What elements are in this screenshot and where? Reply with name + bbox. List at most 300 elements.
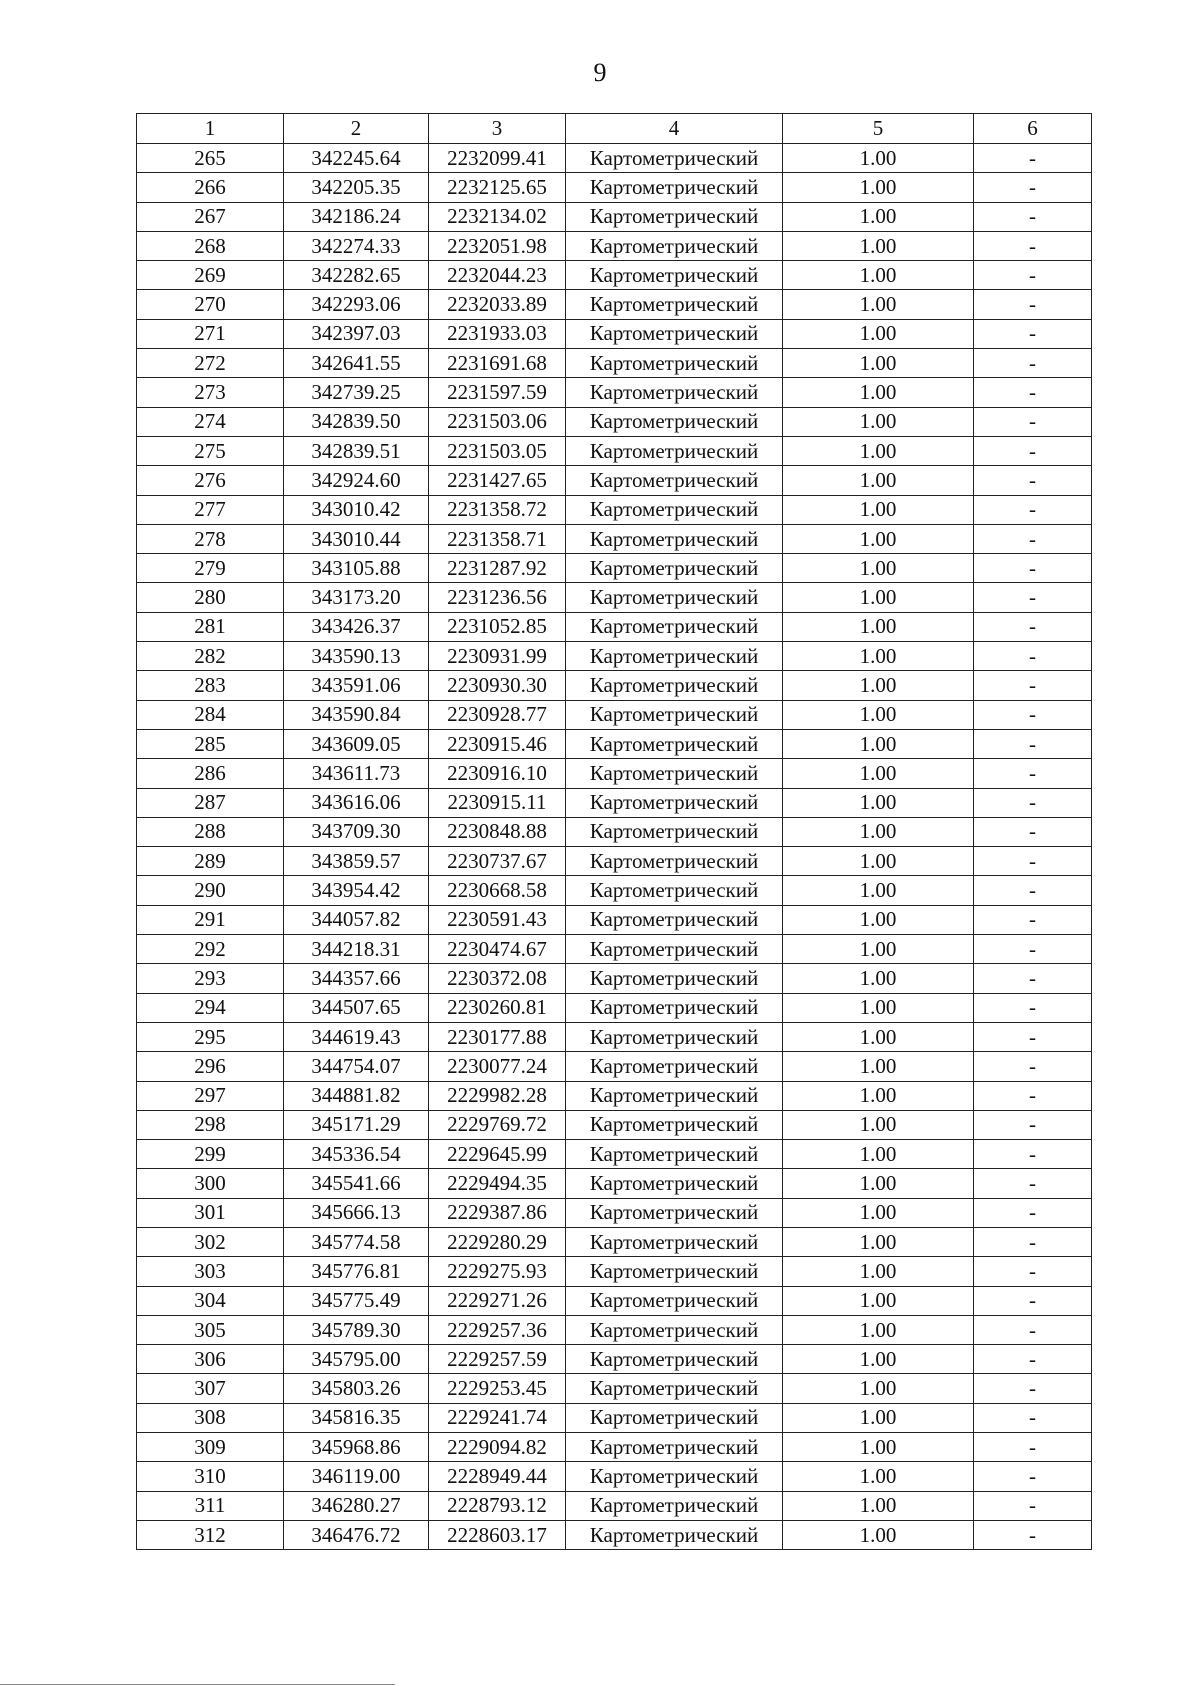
y-coordinate-cell: 2232033.89: [429, 290, 566, 319]
method-cell: Картометрический: [566, 173, 783, 202]
accuracy-cell: 1.00: [783, 1462, 974, 1491]
note-cell: -: [974, 1403, 1092, 1432]
y-coordinate-cell: 2230737.67: [429, 847, 566, 876]
y-coordinate-cell: 2229271.26: [429, 1286, 566, 1315]
table-row: [137, 817, 1092, 846]
column-header: 6: [974, 114, 1092, 144]
footer-divider: [0, 1684, 395, 1685]
method-cell: Картометрический: [566, 1022, 783, 1051]
accuracy-cell: 1.00: [783, 1491, 974, 1520]
x-coordinate-cell: 344357.66: [284, 964, 429, 993]
table-row: [137, 144, 1092, 173]
x-coordinate-cell: 343611.73: [284, 759, 429, 788]
table-row: [137, 407, 1092, 436]
point-number-cell: 311: [137, 1491, 284, 1520]
x-coordinate-cell: 345816.35: [284, 1403, 429, 1432]
y-coordinate-cell: 2231287.92: [429, 554, 566, 583]
note-cell: -: [974, 524, 1092, 553]
table-row: [137, 231, 1092, 260]
x-coordinate-cell: 343010.42: [284, 495, 429, 524]
method-cell: Картометрический: [566, 1315, 783, 1344]
table-row: [137, 1462, 1092, 1491]
point-number-cell: 308: [137, 1403, 284, 1432]
table-row: [137, 349, 1092, 378]
y-coordinate-cell: 2228603.17: [429, 1520, 566, 1549]
accuracy-cell: 1.00: [783, 466, 974, 495]
note-cell: -: [974, 231, 1092, 260]
method-cell: Картометрический: [566, 993, 783, 1022]
accuracy-cell: 1.00: [783, 524, 974, 553]
x-coordinate-cell: 342924.60: [284, 466, 429, 495]
method-cell: Картометрический: [566, 1286, 783, 1315]
point-number-cell: 307: [137, 1374, 284, 1403]
note-cell: -: [974, 1198, 1092, 1227]
accuracy-cell: 1.00: [783, 993, 974, 1022]
method-cell: Картометрический: [566, 1227, 783, 1256]
column-header: 1: [137, 114, 284, 144]
note-cell: -: [974, 905, 1092, 934]
point-number-cell: 300: [137, 1169, 284, 1198]
point-number-cell: 279: [137, 554, 284, 583]
point-number-cell: 286: [137, 759, 284, 788]
accuracy-cell: 1.00: [783, 319, 974, 348]
x-coordinate-cell: 344881.82: [284, 1081, 429, 1110]
x-coordinate-cell: 345776.81: [284, 1257, 429, 1286]
note-cell: -: [974, 1345, 1092, 1374]
table-row: [137, 1198, 1092, 1227]
note-cell: -: [974, 876, 1092, 905]
note-cell: -: [974, 202, 1092, 231]
accuracy-cell: 1.00: [783, 1257, 974, 1286]
note-cell: -: [974, 1052, 1092, 1081]
accuracy-cell: 1.00: [783, 1110, 974, 1139]
y-coordinate-cell: 2231358.71: [429, 524, 566, 553]
x-coordinate-cell: 343010.44: [284, 524, 429, 553]
y-coordinate-cell: 2230668.58: [429, 876, 566, 905]
note-cell: -: [974, 1315, 1092, 1344]
point-number-cell: 284: [137, 700, 284, 729]
note-cell: -: [974, 554, 1092, 583]
method-cell: Картометрический: [566, 349, 783, 378]
note-cell: -: [974, 671, 1092, 700]
point-number-cell: 309: [137, 1433, 284, 1462]
point-number-cell: 271: [137, 319, 284, 348]
table-row: [137, 378, 1092, 407]
note-cell: -: [974, 436, 1092, 465]
note-cell: -: [974, 935, 1092, 964]
point-number-cell: 277: [137, 495, 284, 524]
y-coordinate-cell: 2230928.77: [429, 700, 566, 729]
accuracy-cell: 1.00: [783, 700, 974, 729]
point-number-cell: 288: [137, 817, 284, 846]
accuracy-cell: 1.00: [783, 788, 974, 817]
method-cell: Картометрический: [566, 1374, 783, 1403]
point-number-cell: 267: [137, 202, 284, 231]
y-coordinate-cell: 2230177.88: [429, 1022, 566, 1051]
note-cell: -: [974, 378, 1092, 407]
point-number-cell: 301: [137, 1198, 284, 1227]
accuracy-cell: 1.00: [783, 1520, 974, 1549]
x-coordinate-cell: 342839.50: [284, 407, 429, 436]
method-cell: Картометрический: [566, 876, 783, 905]
x-coordinate-cell: 345803.26: [284, 1374, 429, 1403]
method-cell: Картометрический: [566, 1052, 783, 1081]
table-row: [137, 436, 1092, 465]
point-number-cell: 310: [137, 1462, 284, 1491]
method-cell: Картометрический: [566, 1198, 783, 1227]
table-row: [137, 173, 1092, 202]
point-number-cell: 299: [137, 1140, 284, 1169]
method-cell: Картометрический: [566, 1110, 783, 1139]
note-cell: -: [974, 729, 1092, 758]
point-number-cell: 295: [137, 1022, 284, 1051]
table-row: [137, 261, 1092, 290]
accuracy-cell: 1.00: [783, 935, 974, 964]
table-row: [137, 202, 1092, 231]
point-number-cell: 283: [137, 671, 284, 700]
accuracy-cell: 1.00: [783, 231, 974, 260]
table-row: [137, 1403, 1092, 1432]
note-cell: -: [974, 1022, 1092, 1051]
method-cell: Картометрический: [566, 729, 783, 758]
accuracy-cell: 1.00: [783, 876, 974, 905]
accuracy-cell: 1.00: [783, 1403, 974, 1432]
accuracy-cell: 1.00: [783, 905, 974, 934]
table-row: [137, 759, 1092, 788]
y-coordinate-cell: 2230848.88: [429, 817, 566, 846]
accuracy-cell: 1.00: [783, 436, 974, 465]
point-number-cell: 297: [137, 1081, 284, 1110]
x-coordinate-cell: 346119.00: [284, 1462, 429, 1491]
note-cell: -: [974, 1286, 1092, 1315]
note-cell: -: [974, 759, 1092, 788]
note-cell: -: [974, 583, 1092, 612]
point-number-cell: 268: [137, 231, 284, 260]
table-row: [137, 290, 1092, 319]
y-coordinate-cell: 2229094.82: [429, 1433, 566, 1462]
point-number-cell: 281: [137, 612, 284, 641]
method-cell: Картометрический: [566, 817, 783, 846]
accuracy-cell: 1.00: [783, 495, 974, 524]
y-coordinate-cell: 2230474.67: [429, 935, 566, 964]
page-number: 9: [593, 58, 607, 87]
accuracy-cell: 1.00: [783, 261, 974, 290]
y-coordinate-cell: 2231503.05: [429, 436, 566, 465]
method-cell: Картометрический: [566, 905, 783, 934]
method-cell: Картометрический: [566, 554, 783, 583]
note-cell: -: [974, 1110, 1092, 1139]
x-coordinate-cell: 345666.13: [284, 1198, 429, 1227]
accuracy-cell: 1.00: [783, 1345, 974, 1374]
accuracy-cell: 1.00: [783, 378, 974, 407]
point-number-cell: 293: [137, 964, 284, 993]
table-row: [137, 905, 1092, 934]
y-coordinate-cell: 2230915.11: [429, 788, 566, 817]
note-cell: -: [974, 495, 1092, 524]
accuracy-cell: 1.00: [783, 642, 974, 671]
y-coordinate-cell: 2231358.72: [429, 495, 566, 524]
x-coordinate-cell: 343426.37: [284, 612, 429, 641]
y-coordinate-cell: 2229257.36: [429, 1315, 566, 1344]
method-cell: Картометрический: [566, 1140, 783, 1169]
method-cell: Картометрический: [566, 378, 783, 407]
method-cell: Картометрический: [566, 788, 783, 817]
x-coordinate-cell: 342282.65: [284, 261, 429, 290]
point-number-cell: 275: [137, 436, 284, 465]
table-row: [137, 1110, 1092, 1139]
method-cell: Картометрический: [566, 466, 783, 495]
table-row: [137, 1315, 1092, 1344]
table-row: [137, 1433, 1092, 1462]
method-cell: Картометрический: [566, 1491, 783, 1520]
note-cell: -: [974, 1227, 1092, 1256]
point-number-cell: 266: [137, 173, 284, 202]
point-number-cell: 304: [137, 1286, 284, 1315]
x-coordinate-cell: 342293.06: [284, 290, 429, 319]
table-row: [137, 847, 1092, 876]
note-cell: -: [974, 642, 1092, 671]
accuracy-cell: 1.00: [783, 144, 974, 173]
point-number-cell: 296: [137, 1052, 284, 1081]
method-cell: Картометрический: [566, 642, 783, 671]
x-coordinate-cell: 342397.03: [284, 319, 429, 348]
table-row: [137, 876, 1092, 905]
point-number-cell: 291: [137, 905, 284, 934]
table-row: [137, 700, 1092, 729]
x-coordinate-cell: 345171.29: [284, 1110, 429, 1139]
x-coordinate-cell: 343709.30: [284, 817, 429, 846]
point-number-cell: 305: [137, 1315, 284, 1344]
x-coordinate-cell: 345775.49: [284, 1286, 429, 1315]
point-number-cell: 278: [137, 524, 284, 553]
y-coordinate-cell: 2230931.99: [429, 642, 566, 671]
note-cell: -: [974, 612, 1092, 641]
y-coordinate-cell: 2231427.65: [429, 466, 566, 495]
x-coordinate-cell: 343954.42: [284, 876, 429, 905]
table-row: [137, 1345, 1092, 1374]
point-number-cell: 298: [137, 1110, 284, 1139]
table-row: [137, 671, 1092, 700]
y-coordinate-cell: 2230591.43: [429, 905, 566, 934]
point-number-cell: 280: [137, 583, 284, 612]
y-coordinate-cell: 2231236.56: [429, 583, 566, 612]
y-coordinate-cell: 2229494.35: [429, 1169, 566, 1198]
note-cell: -: [974, 1081, 1092, 1110]
y-coordinate-cell: 2229257.59: [429, 1345, 566, 1374]
method-cell: Картометрический: [566, 700, 783, 729]
point-number-cell: 274: [137, 407, 284, 436]
point-number-cell: 287: [137, 788, 284, 817]
table-row: [137, 1520, 1092, 1549]
table-row: [137, 1491, 1092, 1520]
accuracy-cell: 1.00: [783, 1315, 974, 1344]
point-number-cell: 294: [137, 993, 284, 1022]
y-coordinate-cell: 2229280.29: [429, 1227, 566, 1256]
table-row: [137, 964, 1092, 993]
y-coordinate-cell: 2229982.28: [429, 1081, 566, 1110]
y-coordinate-cell: 2231933.03: [429, 319, 566, 348]
y-coordinate-cell: 2229275.93: [429, 1257, 566, 1286]
accuracy-cell: 1.00: [783, 554, 974, 583]
x-coordinate-cell: 342245.64: [284, 144, 429, 173]
method-cell: Картометрический: [566, 612, 783, 641]
table-row: [137, 1257, 1092, 1286]
method-cell: Картометрический: [566, 495, 783, 524]
y-coordinate-cell: 2231052.85: [429, 612, 566, 641]
accuracy-cell: 1.00: [783, 729, 974, 758]
x-coordinate-cell: 344507.65: [284, 993, 429, 1022]
table-row: [137, 1169, 1092, 1198]
note-cell: -: [974, 290, 1092, 319]
column-header: 3: [429, 114, 566, 144]
note-cell: -: [974, 144, 1092, 173]
table-row: [137, 935, 1092, 964]
note-cell: -: [974, 1462, 1092, 1491]
method-cell: Картометрический: [566, 1462, 783, 1491]
method-cell: Картометрический: [566, 1433, 783, 1462]
x-coordinate-cell: 343591.06: [284, 671, 429, 700]
y-coordinate-cell: 2230915.46: [429, 729, 566, 758]
method-cell: Картометрический: [566, 583, 783, 612]
x-coordinate-cell: 343609.05: [284, 729, 429, 758]
method-cell: Картометрический: [566, 1257, 783, 1286]
point-number-cell: 273: [137, 378, 284, 407]
x-coordinate-cell: 342205.35: [284, 173, 429, 202]
accuracy-cell: 1.00: [783, 1081, 974, 1110]
y-coordinate-cell: 2229645.99: [429, 1140, 566, 1169]
x-coordinate-cell: 342641.55: [284, 349, 429, 378]
note-cell: -: [974, 261, 1092, 290]
method-cell: Картометрический: [566, 847, 783, 876]
table-row: [137, 1081, 1092, 1110]
table-row: [137, 1052, 1092, 1081]
x-coordinate-cell: 346280.27: [284, 1491, 429, 1520]
accuracy-cell: 1.00: [783, 1286, 974, 1315]
coordinates-table-body: [137, 114, 1092, 1550]
note-cell: -: [974, 1433, 1092, 1462]
table-row: [137, 729, 1092, 758]
point-number-cell: 312: [137, 1520, 284, 1549]
accuracy-cell: 1.00: [783, 407, 974, 436]
x-coordinate-cell: 343105.88: [284, 554, 429, 583]
note-cell: -: [974, 964, 1092, 993]
y-coordinate-cell: 2230260.81: [429, 993, 566, 1022]
method-cell: Картометрический: [566, 935, 783, 964]
accuracy-cell: 1.00: [783, 1433, 974, 1462]
note-cell: -: [974, 1374, 1092, 1403]
method-cell: Картометрический: [566, 436, 783, 465]
point-number-cell: 272: [137, 349, 284, 378]
x-coordinate-cell: 344619.43: [284, 1022, 429, 1051]
accuracy-cell: 1.00: [783, 1052, 974, 1081]
point-number-cell: 270: [137, 290, 284, 319]
y-coordinate-cell: 2229769.72: [429, 1110, 566, 1139]
y-coordinate-cell: 2229253.45: [429, 1374, 566, 1403]
point-number-cell: 269: [137, 261, 284, 290]
y-coordinate-cell: 2231691.68: [429, 349, 566, 378]
y-coordinate-cell: 2231597.59: [429, 378, 566, 407]
accuracy-cell: 1.00: [783, 817, 974, 846]
note-cell: -: [974, 788, 1092, 817]
accuracy-cell: 1.00: [783, 1374, 974, 1403]
note-cell: -: [974, 1169, 1092, 1198]
x-coordinate-cell: 344218.31: [284, 935, 429, 964]
accuracy-cell: 1.00: [783, 1198, 974, 1227]
y-coordinate-cell: 2232125.65: [429, 173, 566, 202]
point-number-cell: 276: [137, 466, 284, 495]
x-coordinate-cell: 345336.54: [284, 1140, 429, 1169]
table-row: [137, 1227, 1092, 1256]
x-coordinate-cell: 343859.57: [284, 847, 429, 876]
point-number-cell: 302: [137, 1227, 284, 1256]
note-cell: -: [974, 407, 1092, 436]
x-coordinate-cell: 342186.24: [284, 202, 429, 231]
method-cell: Картометрический: [566, 1403, 783, 1432]
method-cell: Картометрический: [566, 1345, 783, 1374]
point-number-cell: 282: [137, 642, 284, 671]
x-coordinate-cell: 345789.30: [284, 1315, 429, 1344]
note-cell: -: [974, 1140, 1092, 1169]
y-coordinate-cell: 2230372.08: [429, 964, 566, 993]
x-coordinate-cell: 343590.84: [284, 700, 429, 729]
y-coordinate-cell: 2230930.30: [429, 671, 566, 700]
y-coordinate-cell: 2229241.74: [429, 1403, 566, 1432]
coordinates-table: [136, 113, 1092, 1550]
y-coordinate-cell: 2228793.12: [429, 1491, 566, 1520]
note-cell: -: [974, 1491, 1092, 1520]
method-cell: Картометрический: [566, 964, 783, 993]
method-cell: Картометрический: [566, 671, 783, 700]
x-coordinate-cell: 345795.00: [284, 1345, 429, 1374]
x-coordinate-cell: 342739.25: [284, 378, 429, 407]
accuracy-cell: 1.00: [783, 1169, 974, 1198]
table-header-row: [137, 114, 1092, 144]
y-coordinate-cell: 2229387.86: [429, 1198, 566, 1227]
column-header: 4: [566, 114, 783, 144]
table-row: [137, 1140, 1092, 1169]
x-coordinate-cell: 343173.20: [284, 583, 429, 612]
table-row: [137, 524, 1092, 553]
method-cell: Картометрический: [566, 290, 783, 319]
x-coordinate-cell: 345541.66: [284, 1169, 429, 1198]
y-coordinate-cell: 2232044.23: [429, 261, 566, 290]
x-coordinate-cell: 344057.82: [284, 905, 429, 934]
note-cell: -: [974, 847, 1092, 876]
note-cell: -: [974, 173, 1092, 202]
y-coordinate-cell: 2228949.44: [429, 1462, 566, 1491]
column-header: 5: [783, 114, 974, 144]
note-cell: -: [974, 1257, 1092, 1286]
x-coordinate-cell: 345774.58: [284, 1227, 429, 1256]
note-cell: -: [974, 993, 1092, 1022]
method-cell: Картометрический: [566, 202, 783, 231]
accuracy-cell: 1.00: [783, 759, 974, 788]
accuracy-cell: 1.00: [783, 349, 974, 378]
accuracy-cell: 1.00: [783, 173, 974, 202]
accuracy-cell: 1.00: [783, 847, 974, 876]
method-cell: Картометрический: [566, 1081, 783, 1110]
method-cell: Картометрический: [566, 407, 783, 436]
table-row: [137, 1374, 1092, 1403]
x-coordinate-cell: 346476.72: [284, 1520, 429, 1549]
x-coordinate-cell: 343590.13: [284, 642, 429, 671]
method-cell: Картометрический: [566, 1169, 783, 1198]
y-coordinate-cell: 2230077.24: [429, 1052, 566, 1081]
note-cell: -: [974, 700, 1092, 729]
table-row: [137, 583, 1092, 612]
accuracy-cell: 1.00: [783, 1140, 974, 1169]
method-cell: Картометрический: [566, 524, 783, 553]
